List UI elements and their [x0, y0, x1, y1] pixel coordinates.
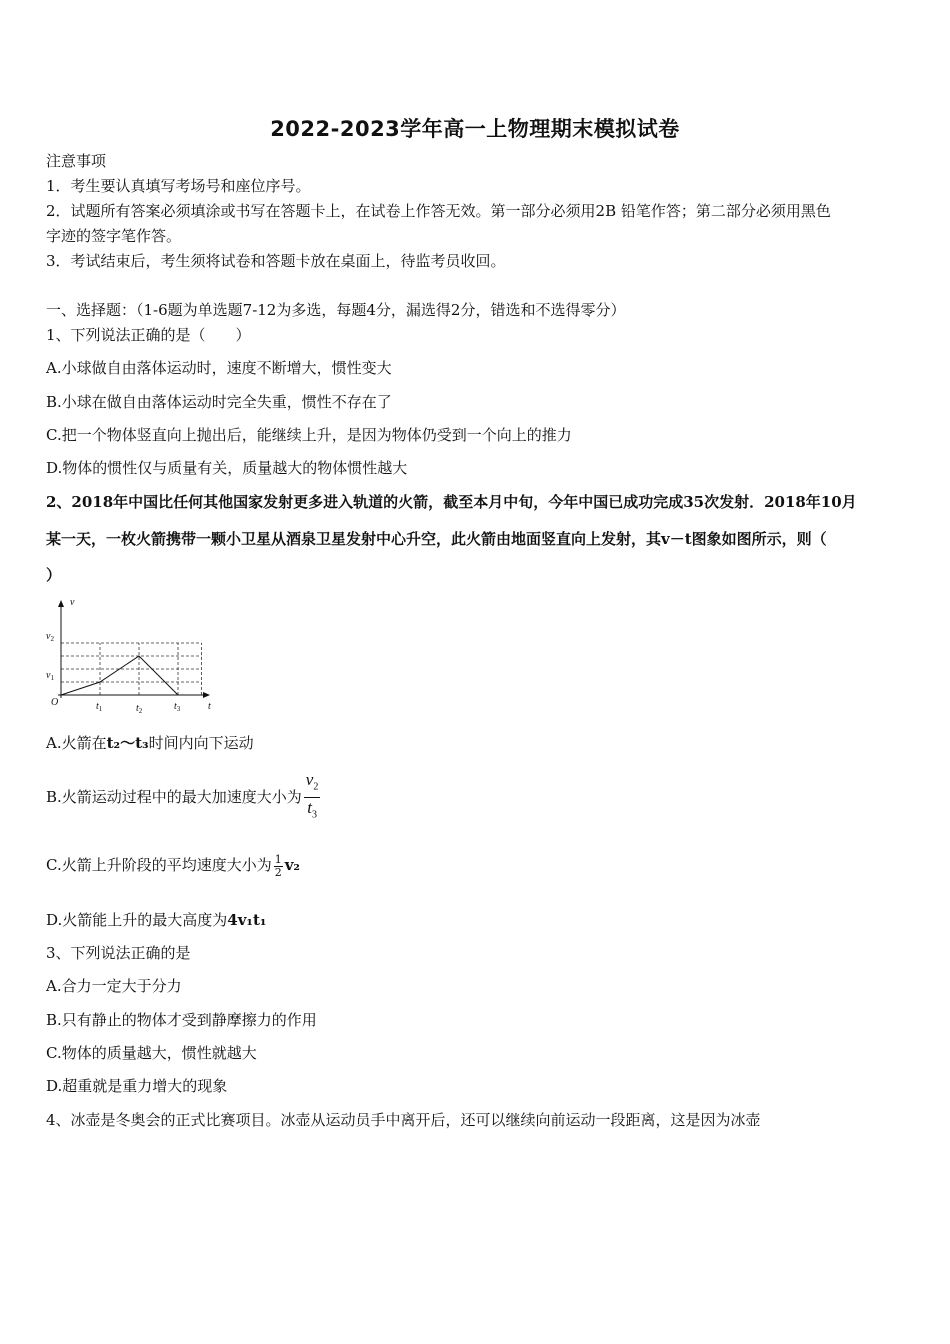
- q2-option-b: B.火箭运动过程中的最大加速度大小为 $\frac{v_2}{t_3}$: [46, 770, 322, 826]
- y-axis-label: v: [70, 597, 75, 608]
- x-tick-t1: $t_1$: [96, 701, 103, 713]
- q1-option-c: C.把一个物体竖直向上抛出后，能继续上升，是因为物体仍受到一个向上的推力: [46, 426, 572, 444]
- q3-stem: 3、下列说法正确的是: [46, 944, 191, 962]
- y-tick-v1: $v_1$: [46, 670, 54, 682]
- q2-option-a: A.火箭在t₂～t₃时间内向下运动: [46, 734, 254, 752]
- q2-stem-line2: 某一天，一枚火箭携带一颗小卫星从酒泉卫星发射中心升空，此火箭由地面竖直向上发射，其v－t图象如图所示，则（: [46, 530, 827, 548]
- graph-axes: [58, 600, 210, 698]
- fraction-v2-t3: $\frac{v_2}{t_3}$: [305, 770, 319, 821]
- x-axis-label: t: [208, 701, 211, 712]
- notice-3: 3．考试结束后，考生须将试卷和答题卡放在桌面上，待监考员收回。: [46, 252, 506, 270]
- q3-option-a: A.合力一定大于分力: [46, 977, 182, 995]
- q3-option-c: C.物体的质量越大，惯性就越大: [46, 1044, 257, 1062]
- x-tick-t3: $t_3$: [174, 701, 181, 713]
- q1-option-b: B.小球在做自由落体运动时完全失重，惯性不存在了: [46, 393, 392, 411]
- q2-option-c: C.火箭上升阶段的平均速度大小为 $\frac{1}{2}$ v₂: [46, 852, 301, 879]
- section-heading: 一、选择题：（1-6题为单选题7-12为多选，每题4分，漏选得2分，错选和不选得零分）: [46, 301, 626, 319]
- page-title: 2022-2023学年高一上物理期末模拟试卷: [270, 117, 680, 141]
- q4-stem: 4、冰壶是冬奥会的正式比赛项目。冰壶从运动员手中离开后，还可以继续向前运动一段距离，这是因为冰壶: [46, 1111, 761, 1129]
- graph-grid: [61, 643, 201, 695]
- x-tick-t2: $t_2$: [136, 703, 143, 715]
- q2-stem-line1: 2、2018年中国比任何其他国家发射更多进入轨道的火箭，截至本月中旬，今年中国已成功完成35次发射．2018年10月: [46, 493, 857, 511]
- notice-heading: 注意事项: [46, 152, 107, 170]
- q1-option-a: A.小球做自由落体运动时，速度不断增大，惯性变大: [46, 359, 392, 377]
- fraction-one-half: $\frac{1}{2}$: [274, 852, 282, 879]
- q1-option-d: D.物体的惯性仅与质量有关，质量越大的物体惯性越大: [46, 459, 408, 477]
- q2-option-d: D.火箭能上升的最大高度为4v₁t₁: [46, 911, 267, 929]
- origin-label: O: [51, 697, 59, 708]
- notice-2-cont: 字迹的签字笔作答。: [46, 227, 182, 245]
- vt-graph: [44, 594, 216, 716]
- notice-2: 2．试题所有答案必须填涂或书写在答题卡上，在试卷上作答无效。第一部分必须用2B 铅笔作答；第二部分必须用黑色: [46, 202, 831, 220]
- y-tick-v2: $v_2$: [46, 631, 54, 643]
- q3-option-b: B.只有静止的物体才受到静摩擦力的作用: [46, 1011, 317, 1029]
- q1-stem: 1、下列说法正确的是（ ）: [46, 326, 251, 344]
- notice-1: 1．考生要认真填写考场号和座位序号。: [46, 177, 311, 195]
- q3-option-d: D.超重就是重力增大的现象: [46, 1077, 228, 1095]
- q2-stem-line3: ）: [46, 566, 62, 584]
- vt-curve: [61, 656, 178, 695]
- y-axis-arrow: [58, 600, 64, 607]
- x-axis-arrow: [203, 692, 210, 698]
